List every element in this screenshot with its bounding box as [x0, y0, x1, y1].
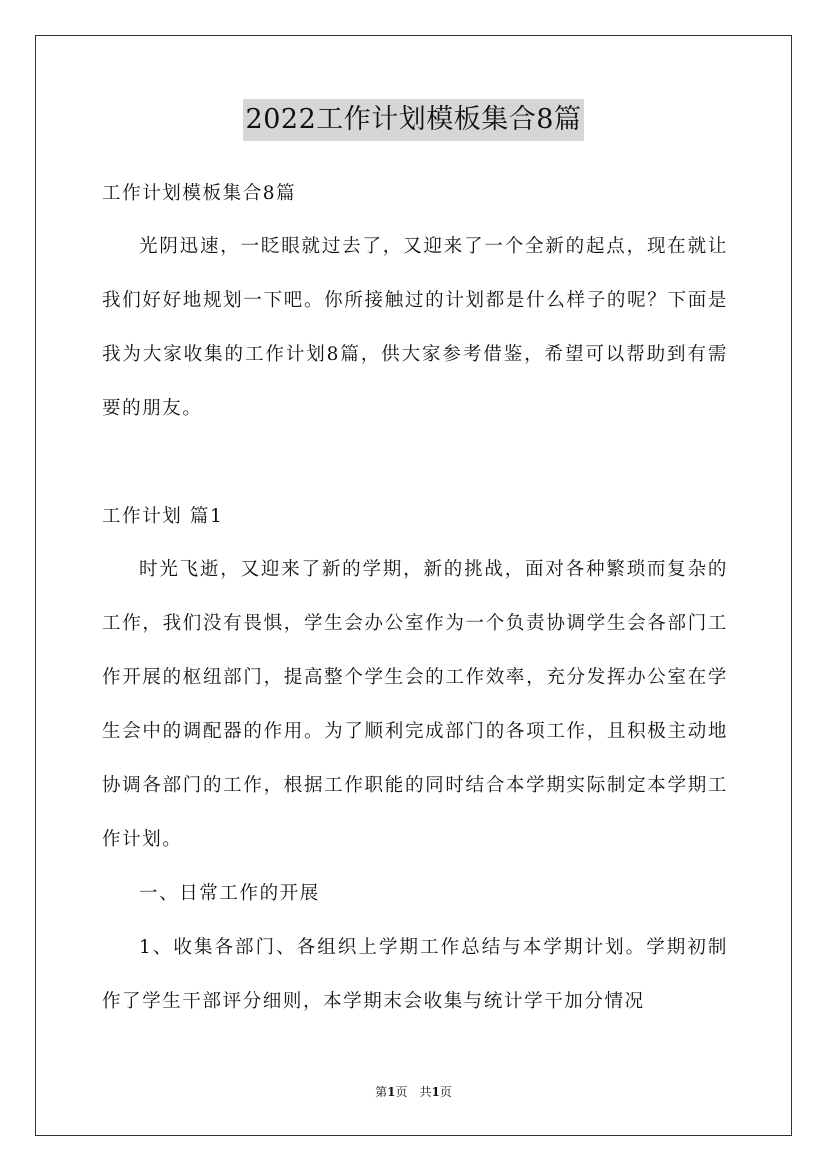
intro-paragraph: 光阴迅速，一眨眼就过去了，又迎来了一个全新的起点，现在就让我们好好地规划一下吧。你所接触过的计划都是什么样子的呢？下面是我为大家收集的工作计划8篇，供大家参考借鉴，希望可以帮助到有需要的朋友。	[102, 236, 728, 419]
document-title: 2022工作计划模板集合8篇	[243, 99, 585, 141]
footer-page-number: 1	[387, 1085, 396, 1099]
title-container	[0, 99, 827, 141]
section-heading: 工作计划 篇1	[102, 506, 224, 527]
list-heading: 一、日常工作的开展	[139, 883, 320, 904]
document-body	[102, 168, 728, 1029]
footer-suffix: 页	[439, 1085, 452, 1099]
page-footer	[0, 1082, 827, 1102]
footer-mid: 页 共	[395, 1085, 432, 1099]
footer-prefix: 第	[375, 1085, 388, 1099]
list-item-1: 1、收集各部门、各组织上学期工作总结与本学期计划。学期初制作了学生干部评分细则，本学期末会收集与统计学干加分情况	[102, 937, 728, 1012]
paragraph-gap	[102, 436, 728, 491]
section-paragraph: 时光飞逝，又迎来了新的学期，新的挑战，面对各种繁琐而复杂的工作，我们没有畏惧，学生会办公室作为一个负责协调学生会各部门工作开展的枢纽部门，提高整个学生会的工作效率，充分发挥办公室在学生会中的调配器的作用。为了顺利完成部门的各项工作，且积极主动地协调各部门的工作，根据工作职能的同时结合本学期实际制定本学期工作计划。	[102, 559, 728, 850]
footer-page-total: 1	[431, 1085, 440, 1099]
document-subtitle: 工作计划模板集合8篇	[102, 183, 297, 204]
